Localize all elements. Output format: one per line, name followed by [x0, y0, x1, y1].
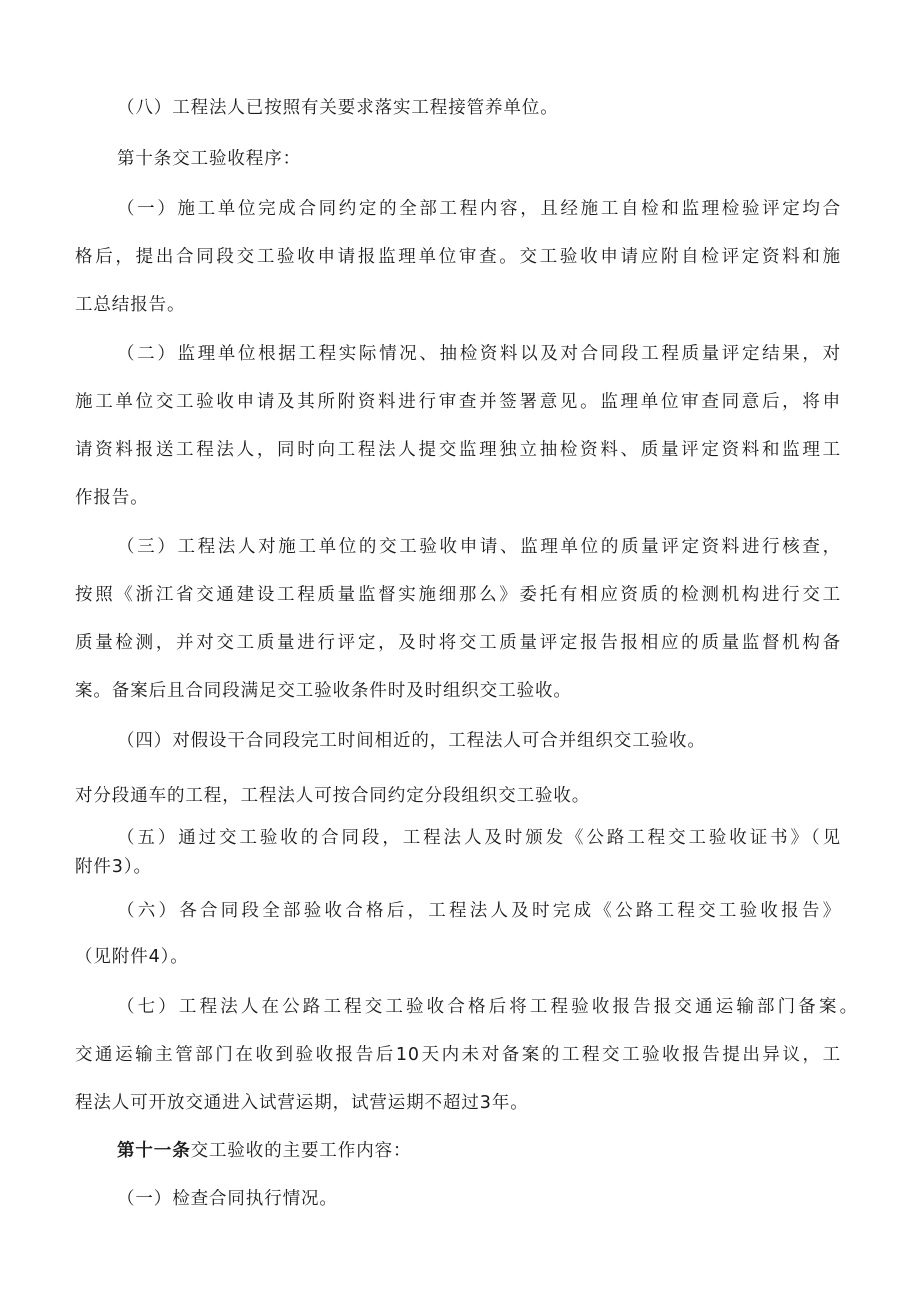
p7-line-2: 交通运输主管部门在收到验收报告后10天内未对备案的工程交工验收报告提出异议，工 [75, 1045, 841, 1065]
p3-line-1: （三）工程法人对施工单位的交工验收申请、监理单位的质量评定资料进行核查， [117, 537, 841, 557]
p5-line-1: （五）通过交工验收的合同段，工程法人及时颁发《公路工程交工验收证书》（见 [117, 828, 841, 848]
article-11-title [117, 1139, 411, 1163]
p2-line-2: 施工单位交工验收申请及其所附资料进行审查并签署意见。监理单位审查同意后，将申 [75, 392, 841, 412]
p4-line-1: （四）对假设干合同段完工时间相近的，工程法人可合并组织交工验收。 [117, 731, 706, 751]
p7-line-1: （七）工程法人在公路工程交工验收合格后将工程验收报告报交通运输部门备案。 [117, 997, 858, 1017]
p5-line-2: 附件3）。 [75, 857, 152, 877]
article-10-title: 第十条交工验收程序： [117, 149, 301, 169]
p2-line-3: 请资料报送工程法人，同时向工程法人提交监理独立抽检资料、质量评定资料和监理工 [75, 440, 841, 460]
p6-line-1: （六）各合同段全部验收合格后，工程法人及时完成《公路工程交工验收报告》 [117, 901, 841, 921]
p6-line-2: （见附件4）。 [75, 947, 189, 967]
p1-line-3: 工总结报告。 [75, 295, 186, 315]
p7-line-3: 程法人可开放交通进入试营运期，试营运期不超过3年。 [75, 1093, 529, 1113]
p3-line-2: 按照《浙江省交通建设工程质量监督实施细那么》委托有相应资质的检测机构进行交工 [75, 585, 841, 605]
p1-line-1: （一）施工单位完成合同约定的全部工程内容，且经施工自检和监理检验评定均合 [117, 199, 841, 219]
article-11-rest: 交工验收的主要工作内容： [190, 1141, 412, 1161]
article-11-label: 第十一条 [117, 1141, 191, 1161]
p2-line-4: 作报告。 [75, 488, 149, 508]
item-8: （八）工程法人已按照有关要求落实工程接管养单位。 [117, 98, 559, 118]
p3-line-4: 案。备案后且合同段满足交工验收条件时及时组织交工验收。 [75, 681, 572, 701]
p4-continuation: 对分段通车的工程，工程法人可按合同约定分段组织交工验收。 [75, 786, 591, 806]
p2-line-1: （二）监理单位根据工程实际情况、抽检资料以及对合同段工程质量评定结果，对 [117, 344, 841, 364]
p1-line-2: 格后，提出合同段交工验收申请报监理单位审查。交工验收申请应附自检评定资料和施 [75, 247, 841, 267]
p3-line-3: 质量检测，并对交工质量进行评定，及时将交工质量评定报告报相应的质量监督机构备 [75, 633, 841, 653]
article-11-item-1: （一）检查合同执行情况。 [117, 1189, 338, 1209]
